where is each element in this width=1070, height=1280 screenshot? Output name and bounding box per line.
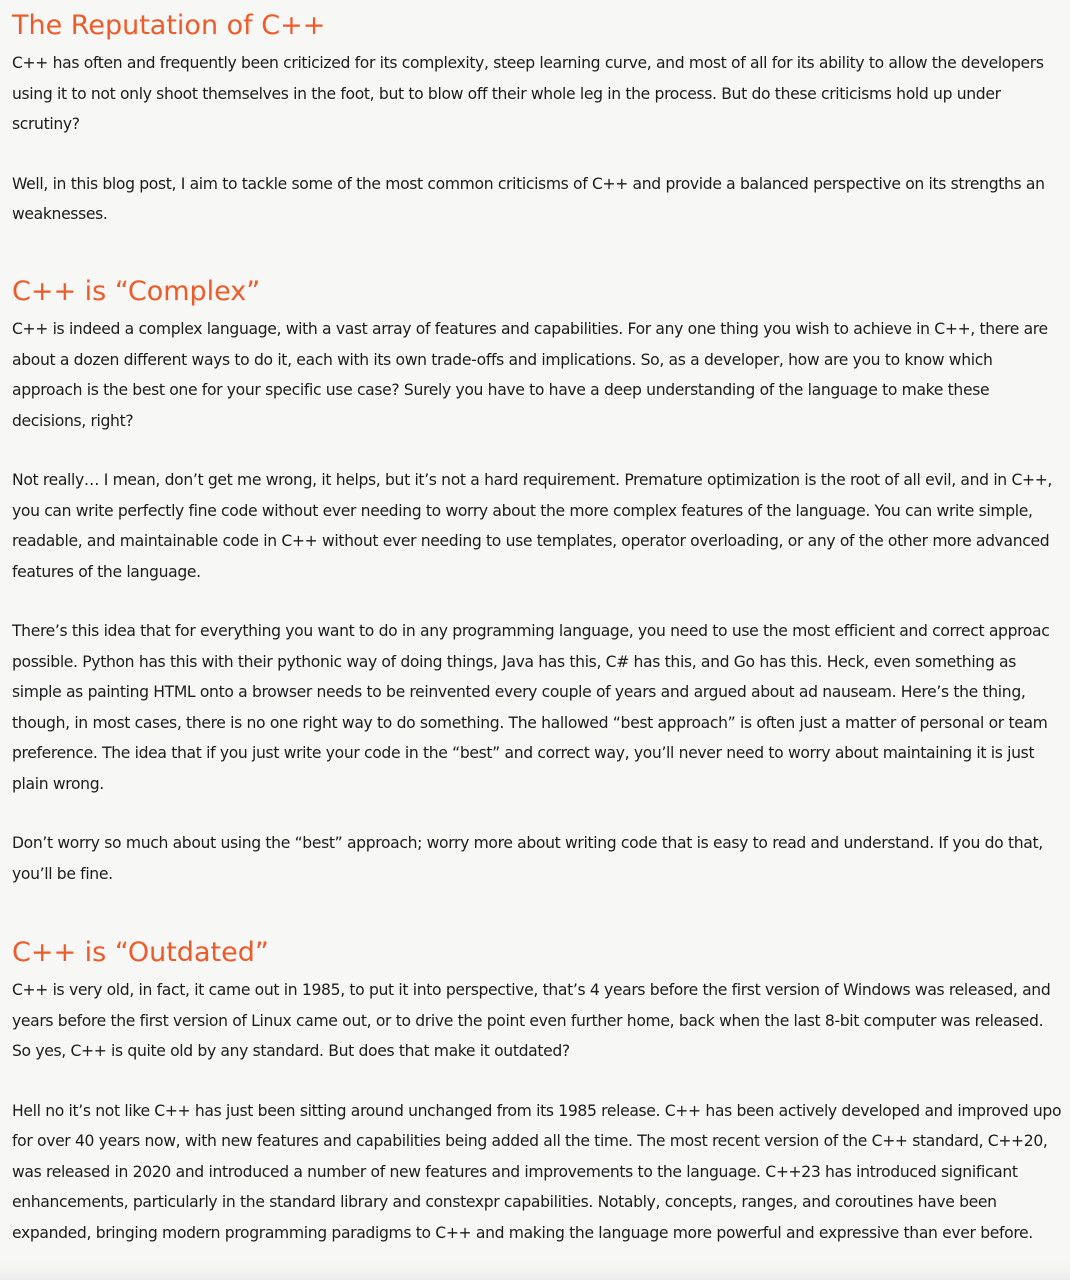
paragraph-gap (12, 587, 1052, 616)
paragraph-line: weaknesses. (12, 205, 108, 223)
paragraph-gap (12, 140, 1045, 169)
paragraph-line: preference. The idea that if you just write your code in the “best” and correct way, you’ll never need to worry about maintaining it is just (12, 744, 1035, 762)
paragraph-gap (12, 1067, 1061, 1096)
paragraph-line: for over 40 years now, with new features and capabilities being added all the time. The most recent version of the C++ standard, C++20, (12, 1132, 1048, 1150)
section-heading: The Reputation of C++ (12, 10, 326, 41)
paragraph-line: plain wrong. (12, 774, 104, 793)
paragraph (12, 975, 1061, 1067)
paragraph-line: years before the first version of Linux came out, or to drive the point even further home, back when the last 8-bit computer was released. (12, 1011, 1044, 1030)
paragraph-line: readable, and maintainable code in C++ without ever needing to use templates, operator overloading, or any of the other more advanced (12, 532, 1050, 550)
paragraph-line: C++ is indeed a complex language, with a vast array of features and capabilities. For any one thing you wish to achieve in C++, there are (12, 320, 1048, 338)
paragraph-line: Not really… I mean, don’t get me wrong, it helps, but it’s not a hard requirement. Premature optimization is the root of all evil, and in C++, (12, 471, 1053, 489)
section-heading: C++ is “Outdated” (12, 937, 269, 968)
paragraph-line: approach is the best one for your specific use case? Surely you have to have a deep understanding of the language to make these (12, 381, 990, 399)
paragraph-line: decisions, right? (12, 411, 134, 430)
paragraph-line: There’s this idea that for everything you want to do in any programming language, you need to use the most efficient and correct approac (12, 622, 1050, 640)
paragraph-line: about a dozen different ways to do it, each with its own trade-offs and implications. So, as a developer, how are you to know which (12, 350, 993, 369)
paragraph-line: C++ has often and frequently been criticized for its complexity, steep learning curve, and most of all for its ability to allow the developers (12, 54, 1044, 72)
paragraph-line: So yes, C++ is quite old by any standard. But does that make it outdated? (12, 1042, 570, 1060)
article-section (12, 931, 1061, 1248)
paragraph-line: scrutiny? (12, 115, 80, 133)
paragraph-line: Well, in this blog post, I aim to tackle some of the most common criticisms of C++ and provide a balanced perspective on its strengths an (12, 174, 1045, 193)
paragraph-line: possible. Python has this with their pythonic way of doing things, Java has this, C# has this, and Go has this. Heck, even something as (12, 652, 1016, 671)
paragraph-line: enhancements, particularly in the standard library and constexpr capabilities. Notably, concepts, ranges, and coroutines have been (12, 1193, 997, 1211)
paragraph (12, 828, 1052, 889)
paragraph-line: C++ is very old, in fact, it came out in 1985, to put it into perspective, that’s 4 years before the first version of Windows was released, and (12, 981, 1051, 999)
section-heading: C++ is “Complex” (12, 276, 261, 307)
paragraph-line: though, in most cases, there is no one right way to do something. The hallowed “best approach” is often just a matter of personal or team (12, 713, 1048, 732)
paragraph (12, 48, 1045, 140)
paragraph-line: was released in 2020 and introduced a number of new features and improvements to the language. C++23 has introduced significant (12, 1162, 1018, 1181)
paragraph-line: Hell no it’s not like C++ has just been sitting around unchanged from its 1985 release. C++ has been actively developed and improved upo (12, 1101, 1062, 1120)
paragraph-line: expanded, bringing modern programming paradigms to C++ and making the language more powerful and expressive than ever before. (12, 1223, 1033, 1242)
bottom-fade (0, 1262, 1070, 1280)
paragraph-line: features of the language. (12, 562, 201, 581)
paragraph-line: you’ll be fine. (12, 864, 113, 883)
paragraph (12, 1096, 1061, 1249)
article-section (12, 4, 1045, 230)
paragraph (12, 616, 1052, 799)
paragraph-line: using it to not only shoot themselves in the foot, but to blow off their whole leg in the process. But do these criticisms hold up under (12, 84, 1001, 103)
paragraph-gap (12, 436, 1052, 465)
paragraph (12, 465, 1052, 587)
paragraph-line: simple as painting HTML onto a browser needs to be reinvented every couple of years and argued about ad nauseam. Here’s the thing, (12, 683, 1026, 701)
article-section (12, 270, 1052, 889)
paragraph-gap (12, 799, 1052, 828)
paragraph (12, 314, 1052, 436)
paragraph-line: Don’t worry so much about using the “best” approach; worry more about writing code that is easy to read and understand. If you do that, (12, 834, 1043, 852)
paragraph (12, 169, 1045, 230)
paragraph-line: you can write perfectly fine code without ever needing to worry about the more complex features of the language. You can write simple, (12, 501, 1033, 520)
